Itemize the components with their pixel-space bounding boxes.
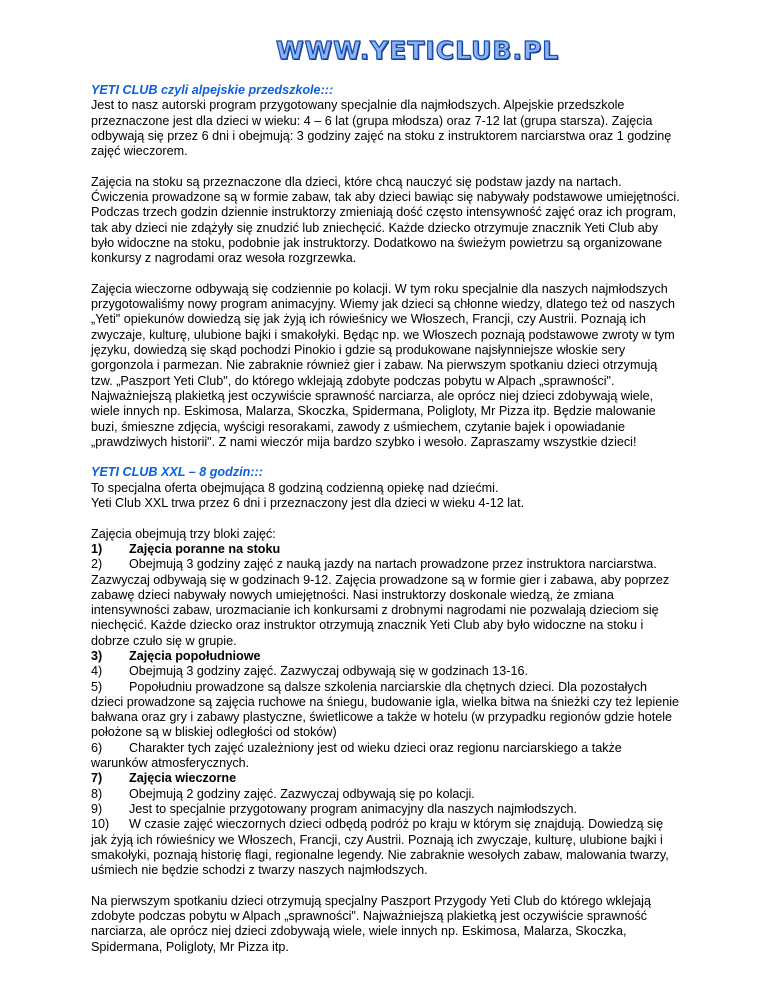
list-item-text: Jest to specjalnie przygotowany program animacyjny dla naszych najmłodszych. <box>129 801 577 816</box>
paragraph: Yeti Club XXL trwa przez 6 dni i przeznaczony jest dla dzieci w wieku 4-12 lat. <box>91 496 525 511</box>
section-heading-yeti-club-xxl: YETI CLUB XXL – 8 godzin::: <box>91 465 263 480</box>
list-item-number: 7) <box>91 771 103 786</box>
list-item-number: 9) <box>91 801 103 816</box>
site-logo: WWW.YETICLUB.PL <box>276 36 560 65</box>
list-item-text: Popołudniu prowadzone są dalsze szkolenia narciarskie dla chętnych dzieci. Dla pozostałych dzieci prowadzone są zajęcia ruchowe na śniegu, budowanie igla, wielka bitwa na śnieżki czy też lepienie bałwana oraz gry i zabawy plastyczne, świetlicowe a także w hotelu (w przypadku regionów gdzie hotele położone są w bliskiej odległości od stoków) <box>91 679 680 740</box>
list-item-number: 3) <box>91 648 103 663</box>
list-item-text: Obejmują 3 godziny zajęć z nauką jazdy na nartach prowadzone przez instruktora narciarstwa. Zazwyczaj odbywają się w godzinach 9-12. Zajęcia prowadzone są w formie gier i zabawa, aby poprzez zabawę dzieci nabywały nowych umiejętności. Nasi instruktorzy doskonale wiedzą, że zmiana intensywności zabaw, urozmacianie ich konkursami z drobnymi nagrodami nie pozwalają dzieciom się niechęcić. Każde dziecko oraz instruktor otrzymują znacznik Yeti Club aby było widoczne na stoku i dobrze czuło się w grupie. <box>91 557 670 648</box>
document-body <box>91 83 681 970</box>
paragraph: Zajęcia na stoku są przeznaczone dla dzieci, które chcą nauczyć się podstaw jazdy na nartach. Ćwiczenia prowadzone są w formie zabaw, tak aby dzieci bawiąc się nabywały podstawowe umiejętności. Podczas trzech godzin dziennie instruktorzy zmieniają dość często intensywność zajęć oraz ich program, tak aby dzieci nie zdążyły się znudzić lub zniechęcić. Każde dziecko otrzymuje znacznik Yeti Club aby było widoczne na stoku, podobnie jak instruktorzy. Dodatkowo na świeżym powietrzu są organizowane konkursy z nagrodami oraz wesoła rozgrzewka. <box>91 174 680 266</box>
list-item-number: 4) <box>91 664 103 679</box>
list-item <box>91 664 681 679</box>
list-item-number: 8) <box>91 786 103 801</box>
list-item <box>91 802 681 817</box>
list-item-text: W czasie zajęć wieczornych dzieci odbędą podróż po kraju w którym się znajdują. Dowiedzą się jak żyją ich rówieśnicy we Włoszech, Francji, czy Austrii. Poznają ich zwyczaje, kulturę, ulubione bajki i smakołyki, poznają historię flagi, regionalne legendy. Nie zabraknie wesołych zabaw, malowania twarzy, uśmiech nie będzie schodzi z twarzy naszych najmłodszych. <box>91 817 669 878</box>
numbered-list <box>91 542 681 879</box>
list-item-number: 6) <box>91 740 103 755</box>
list-item <box>91 787 681 802</box>
list-item-number: 10) <box>91 817 110 832</box>
list-item-text: Zajęcia popołudniowe <box>129 648 261 663</box>
list-item <box>91 741 681 772</box>
list-item-number: 5) <box>91 679 103 694</box>
list-item-text: Charakter tych zajęć uzależniony jest od wieku dzieci oraz regionu narciarskiego a także warunków atmosferycznych. <box>91 740 622 771</box>
list-item-text: Zajęcia poranne na stoku <box>129 541 281 556</box>
list-item <box>91 557 681 649</box>
section-heading-yeti-club: YETI CLUB czyli alpejskie przedszkole::: <box>91 83 334 97</box>
paragraph: Zajęcia wieczorne odbywają się codziennie po kolacji. W tym roku specjalnie dla naszych najmłodszych przygotowaliśmy nowy program animacyjny. Wiemy jak dzieci są chłonne wiedzy, dlatego też od naszych „Yeti" opiekunów dowiedzą się jak żyją ich rówieśnicy we Włoszech, Francji, czy Austrii. Poznają ich zwyczaje, kulturę, ulubione bajki i smakołyki. Będąc np. we Włoszech poznają podstawowe zwroty w tym języku, dowiedzą się skąd pochodzi Pinokio i gdzie są produkowane najsłynniejsze włoskie sery gorgonzola i parmezan. Nie zabraknie również gier i zabaw. Na pierwszym spotkaniu dzieci otrzymują tzw. „Paszport Yeti Club", do którego wklejają zdobyte podczas pobytu w Alpach „sprawności". Najważniejszą plakietką jest oczywiście sprawność narciarza, ale oprócz niej dzieci zdobywają wiele, wiele innych np. Eskimosa, Malarza, Skoczka, Spidermana, Poligloty, Mr Pizza itp. Będzie malowanie buzi, śmieszne zdjęcia, wyścigi resorakami, zawody z uśmiechem, czytanie bajek i opowiadanie „prawdziwych historii". Z nami wieczór mija bardzo szybko i wesoło. Zapraszamy wszystkie dzieci! <box>91 281 675 449</box>
list-item <box>91 817 681 878</box>
paragraph: Na pierwszym spotkaniu dzieci otrzymują specjalny Paszport Przygody Yeti Club do którego wklejają zdobyte podczas pobytu w Alpach „sprawności". Najważniejszą plakietką jest oczywiście sprawność narciarza, ale oprócz niej dzieci zdobywają wiele, wiele innych np. Eskimosa, Malarza, Skoczka, Spidermana, Poligloty, Mr Pizza itp. <box>91 893 651 954</box>
list-item <box>91 680 681 741</box>
paragraph: Jest to nasz autorski program przygotowany specjalnie dla najmłodszych. Alpejskie przedszkole przeznaczone jest dla dzieci w wieku: 4 – 6 lat (grupa młodsza) oraz 7-12 lat (grupa starsza). Zajęcia odbywają się przez 6 dni i obejmują: 3 godziny zajęć na stoku z instruktorem narciarstwa oraz 1 godzinę zajęć wieczorem. <box>91 98 672 159</box>
list-item <box>91 649 681 664</box>
list-item <box>91 771 681 786</box>
list-item-text: Obejmują 3 godziny zajęć. Zazwyczaj odbywają się w godzinach 13-16. <box>129 664 529 679</box>
list-item-text: Obejmują 2 godziny zajęć. Zazwyczaj odbywają się po kolacji. <box>129 786 475 801</box>
list-item-text: Zajęcia wieczorne <box>129 771 237 786</box>
list-item-number: 2) <box>91 557 103 572</box>
paragraph: To specjalna oferta obejmująca 8 godziną codzienną opiekę nad dziećmi. <box>91 480 499 495</box>
list-item <box>91 542 681 557</box>
list-item-number: 1) <box>91 541 103 556</box>
list-intro: Zajęcia obejmują trzy bloki zajęć: <box>91 526 276 541</box>
